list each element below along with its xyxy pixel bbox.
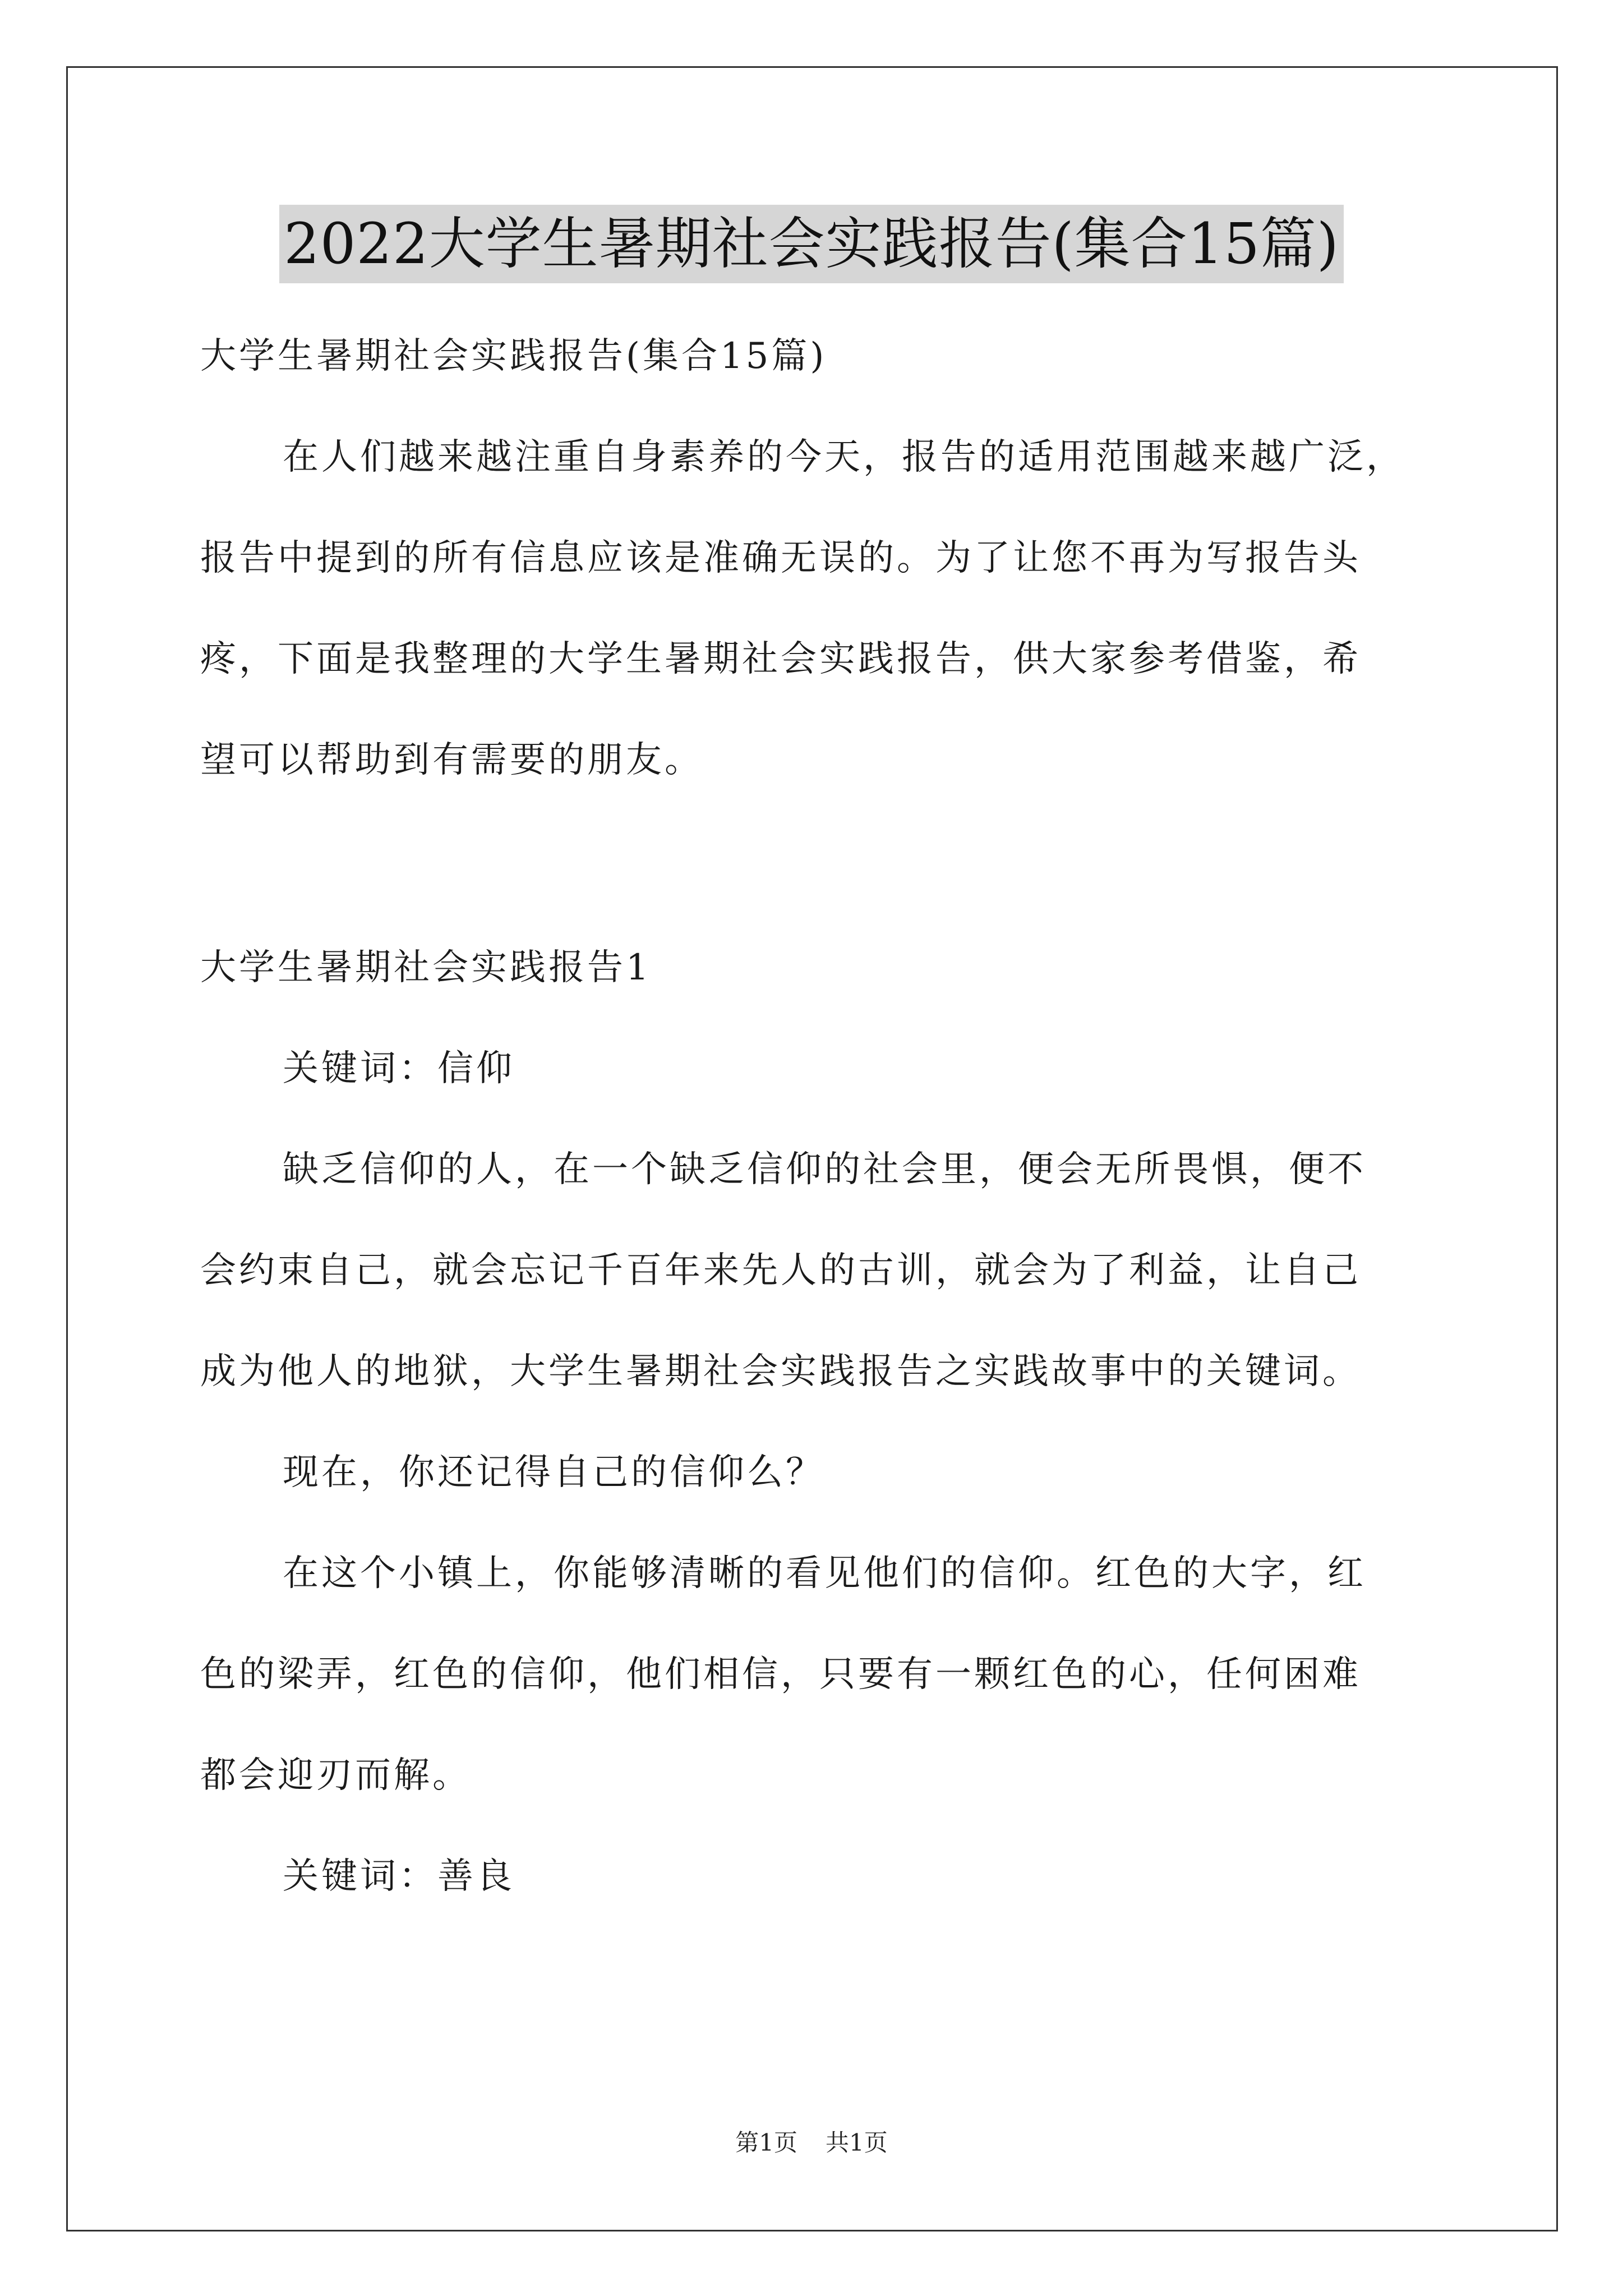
intro-line: 望可以帮助到有需要的朋友。 [200,739,703,781]
paragraph-line: 会约束自己，就会忘记千百年来先人的古训，就会为了利益，让自己 [200,1250,1361,1291]
paragraph-line: 成为他人的地狱，大学生暑期社会实践报告之实践故事中的关键词。 [200,1351,1361,1392]
page-number: 第1页 [735,2129,797,2156]
intro-line: 在人们越来越注重自身素养的今天，报告的适用范围越来越广泛， [283,436,1405,478]
paragraph-line: 色的梁弄，红色的信仰，他们相信，只要有一颗红色的心，任何困难 [200,1654,1361,1695]
intro-line: 报告中提到的所有信息应该是准确无误的。为了让您不再为写报告头 [200,537,1361,579]
paragraph-line: 都会迎刃而解。 [200,1755,471,1796]
intro-line: 疼，下面是我整理的大学生暑期社会实践报告，供大家参考借鉴，希 [200,638,1361,680]
page-total: 共1页 [826,2129,888,2156]
document-body [200,306,1434,1927]
page-footer [0,2126,1623,2160]
keyword-line: 关键词：信仰 [283,1048,515,1089]
paragraph-line: 缺乏信仰的人，在一个缺乏信仰的社会里，便会无所畏惧，便不 [283,1149,1366,1190]
section-heading: 大学生暑期社会实践报告1 [200,947,652,988]
subtitle: 大学生暑期社会实践报告(集合15篇) [200,335,827,377]
paragraph-line: 现在，你还记得自己的信仰么？ [283,1452,824,1493]
paragraph-line: 在这个小镇上，你能够清晰的看见他们的信仰。红色的大字，红 [283,1553,1366,1594]
document-title: 2022大学生暑期社会实践报告(集合15篇) [279,205,1344,283]
keyword-line: 关键词：善良 [283,1856,515,1897]
title-wrap [0,205,1623,283]
section-gap [200,811,1434,917]
